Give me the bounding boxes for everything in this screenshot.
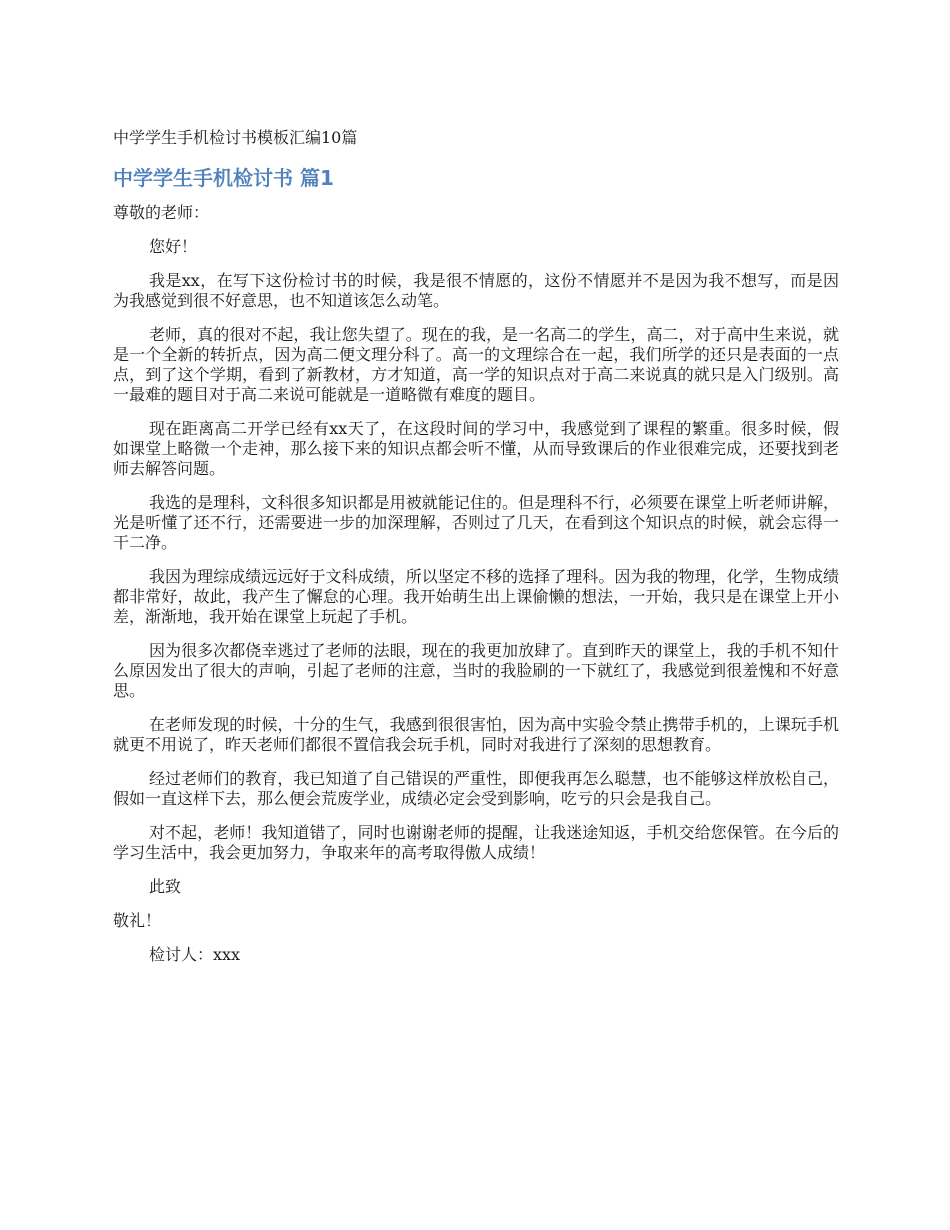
letter-body bbox=[113, 203, 839, 979]
paragraph-9: 对不起，老师！我知道错了，同时也谢谢老师的提醒，让我迷途知返，手机交给您保管。在今后的学习生活中，我会更加努力，争取来年的高考取得傲人成绩！ bbox=[113, 823, 839, 862]
paragraph-8: 经过老师们的教育，我已知道了自己错误的严重性，即便我再怎么聪慧，也不能够这样放松自己，假如一直这样下去，那么便会荒废学业，成绩必定会受到影响，吃亏的只会是我自己。 bbox=[113, 769, 839, 808]
paragraph-3: 现在距离高二开学已经有xx天了，在这段时间的学习中，我感觉到了课程的繁重。很多时候，假如课堂上略微一个走神，那么接下来的知识点都会听不懂，从而导致课后的作业很难完成，还要找到老师去解答问题。 bbox=[113, 419, 839, 478]
closing-1: 此致 bbox=[149, 877, 182, 896]
paragraph-6: 因为很多次都侥幸逃过了老师的法眼，现在的我更加放肆了。直到昨天的课堂上，我的手机不知什么原因发出了很大的声响，引起了老师的注意，当时的我脸刷的一下就红了，我感觉到很羞愧和不好意思。 bbox=[113, 641, 839, 700]
signature: 检讨人：xxx bbox=[149, 945, 241, 964]
closing-2: 敬礼！ bbox=[113, 911, 162, 930]
paragraph-2: 老师，真的很对不起，我让您失望了。现在的我，是一名高二的学生，高二，对于高中生来说，就是一个全新的转折点，因为高二便文理分科了。高一的文理综合在一起，我们所学的还只是表面的一点点，到了这个学期，看到了新教材，方才知道，高一学的知识点对于高二来说真的就只是入门级别。高一最难的题目对于高二来说可能就是一道略微有难度的题目。 bbox=[113, 325, 839, 404]
paragraph-5: 我因为理综成绩远远好于文科成绩，所以坚定不移的选择了理科。因为我的物理，化学，生物成绩都非常好，故此，我产生了懈怠的心理。我开始萌生出上课偷懒的想法，一开始，我只是在课堂上开小差，渐渐地，我开始在课堂上玩起了手机。 bbox=[113, 567, 839, 626]
paragraph-4: 我选的是理科，文科很多知识都是用被就能记住的。但是理科不行，必须要在课堂上听老师讲解，光是听懂了还不行，还需要进一步的加深理解，否则过了几天，在看到这个知识点的时候，就会忘得一干二净。 bbox=[113, 493, 839, 552]
document-title: 中学学生手机检讨书模板汇编10篇 bbox=[113, 128, 358, 147]
paragraph-1: 我是xx，在写下这份检讨书的时候，我是很不情愿的，这份不情愿并不是因为我不想写，而是因为我感觉到很不好意思，也不知道该怎么动笔。 bbox=[113, 271, 839, 310]
greeting: 您好！ bbox=[149, 237, 198, 256]
salutation: 尊敬的老师： bbox=[113, 203, 210, 222]
section-heading: 中学学生手机检讨书 篇1 bbox=[113, 166, 334, 190]
paragraph-7: 在老师发现的时候，十分的生气，我感到很很害怕，因为高中实验令禁止携带手机的，上课玩手机就更不用说了，昨天老师们都很不置信我会玩手机，同时对我进行了深刻的思想教育。 bbox=[113, 715, 839, 754]
